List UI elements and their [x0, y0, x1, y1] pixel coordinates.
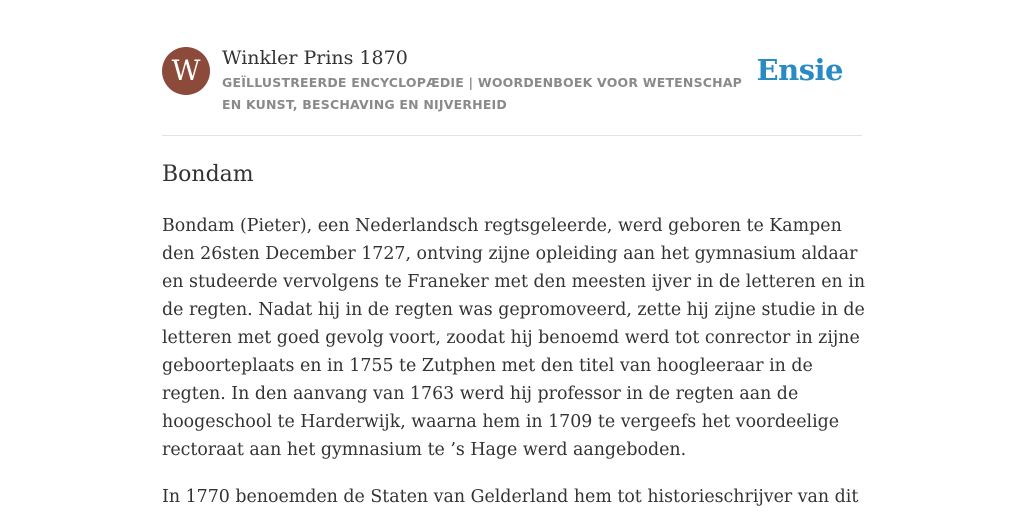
ensie-logo[interactable]: Ensie [756, 53, 843, 87]
article-body [162, 212, 867, 512]
article-title: Bondam [162, 162, 254, 187]
article-paragraph: Bondam (Pieter), een Nederlandsch regtsgeleerde, werd geboren te Kampen den 26sten December 1727, ontving zijne opleiding aan het gymnasium aldaar en studeerde vervolgens te Franeker met den meesten ijver in de letteren en in de regten. Nadat hij in de regten was gepromoveerd, zette hij zijne studie in de letteren met goed gevolg voort, zoodat hij benoemd werd tot conrector in zijne geboorteplaats en in 1755 te Zutphen met den titel van hoogleeraar in de regten. In den aanvang van 1763 werd hij professor in de regten aan de hoogeschool te Harderwijk, waarna hem in 1709 te vergeefs het voordeelige rectoraat aan het gymnasium te ’s Hage werd aangeboden. [162, 216, 866, 460]
article-paragraph: In 1770 benoemden de Staten van Gelderland hem tot historieschrijver van dit [162, 487, 859, 507]
source-header [162, 46, 862, 136]
source-title[interactable]: Winkler Prins 1870 [222, 47, 408, 69]
source-subtitle: GEÏLLUSTREERDE ENCYCLOPÆDIE | WOORDENBOEK VOOR WETENSCHAP EN KUNST, BESCHAVING EN NIJVERHEID [222, 75, 743, 112]
source-avatar[interactable]: W [162, 47, 210, 95]
